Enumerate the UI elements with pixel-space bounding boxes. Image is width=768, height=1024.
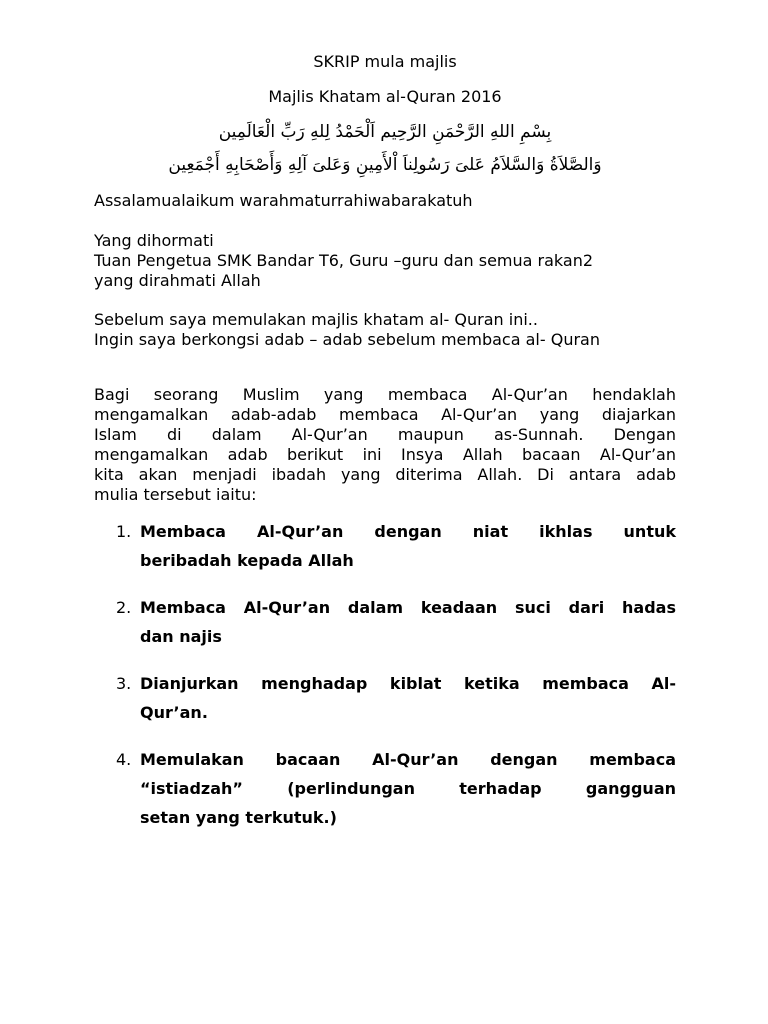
list-item-line: setan yang terkutuk.) — [140, 808, 337, 827]
respect-line-1: Yang dihormati — [94, 231, 214, 250]
respect-line-3: yang dirahmati Allah — [94, 271, 261, 290]
list-item-line: dan najis — [140, 627, 222, 646]
arabic-line-1: بِسْمِ اللهِ الرَّحْمَنِ الرَّحِيم اَلْحَمْدُ لِلهِ رَبِّ الْعَالَمِين — [218, 122, 552, 142]
intro-line-2: Ingin saya berkongsi adab – adab sebelum membaca al- Quran — [94, 330, 600, 349]
list-number: 4. — [116, 750, 132, 769]
list-item-line: Qur’an. — [140, 703, 208, 722]
document-title: SKRIP mula majlis — [313, 52, 457, 71]
respect-block — [94, 231, 676, 291]
list-item-text — [140, 517, 676, 575]
list-number: 2. — [116, 598, 132, 617]
list-item-line: Memulakan bacaan Al-Qur’an dengan membaca — [140, 750, 676, 769]
intro-line-1: Sebelum saya memulakan majlis khatam al- Quran ini.. — [94, 310, 538, 329]
document-subtitle: Majlis Khatam al-Quran 2016 — [268, 87, 502, 106]
respect-line-2: Tuan Pengetua SMK Bandar T6, Guru –guru dan semua rakan2 — [94, 251, 594, 270]
paragraph-line: Islam di dalam Al-Qur’an maupun as-Sunnah. Dengan — [94, 425, 676, 444]
list-number: 1. — [116, 522, 132, 541]
paragraph-line: mulia tersebut iaitu: — [94, 485, 257, 504]
paragraph-line: mengamalkan adab-adab membaca Al-Qur’an yang diajarkan — [94, 405, 676, 424]
paragraph-line: kita akan menjadi ibadah yang diterima Allah. Di antara adab — [94, 465, 676, 484]
greeting — [94, 191, 676, 211]
list-number: 3. — [116, 674, 132, 693]
list-item-line: Membaca Al-Qur’an dengan niat ikhlas untuk — [140, 522, 676, 541]
list-item — [116, 745, 676, 832]
greeting-text: Assalamualaikum warahmaturrahiwabarakatuh — [94, 191, 473, 210]
list-item-line: beribadah kepada Allah — [140, 551, 354, 570]
arabic-line-2: وَالصَّلاَةُ وَالسَّلاَمُ عَلىَ رَسُولِناَ اْلأَمِينِ وَعَلىَ آلِهِ وَأَصْحَابِهِ أَجْمَعِين — [168, 155, 602, 175]
list-item-line: Dianjurkan menghadap kiblat ketika membaca Al- — [140, 674, 676, 693]
list-item — [116, 517, 676, 575]
paragraph-line: mengamalkan adab berikut ini Insya Allah bacaan Al-Qur’an — [94, 445, 676, 464]
document-page — [94, 0, 676, 1024]
intro-block — [94, 310, 676, 350]
list-item-line: “istiadzah” (perlindungan terhadap gangguan — [140, 779, 676, 798]
list-item — [116, 669, 676, 727]
adab-list — [116, 517, 676, 850]
list-item — [116, 593, 676, 651]
paragraph-line: Bagi seorang Muslim yang membaca Al-Qur’an hendaklah — [94, 385, 676, 404]
list-item-text — [140, 593, 676, 651]
list-item-line: Membaca Al-Qur’an dalam keadaan suci dari hadas — [140, 598, 676, 617]
list-item-text — [140, 669, 676, 727]
list-item-text — [140, 745, 676, 832]
body-paragraph — [94, 385, 676, 505]
